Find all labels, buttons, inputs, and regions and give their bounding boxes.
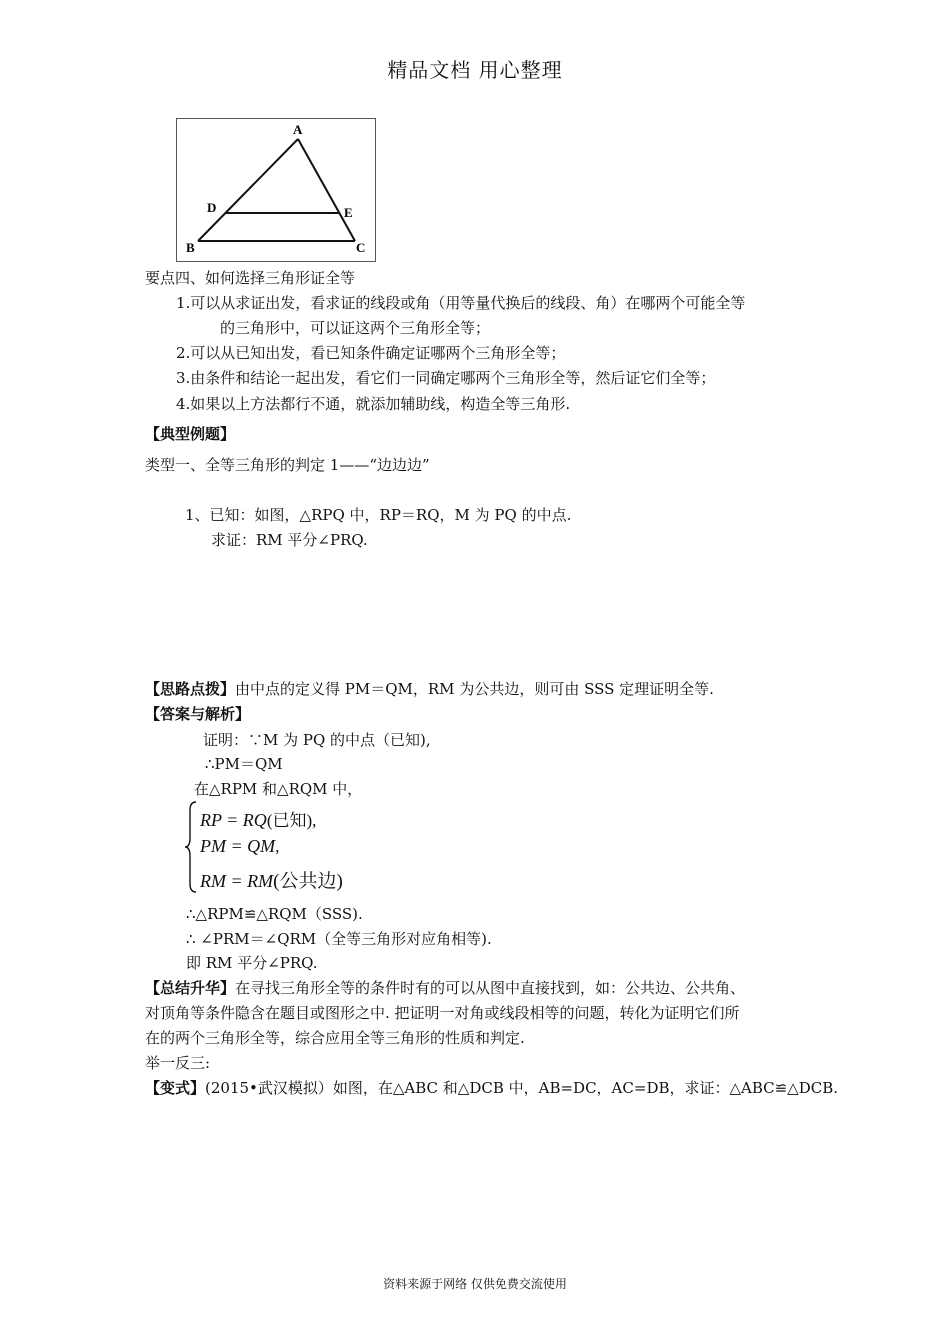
summary-line-2: 对顶角等条件隐含在题目或图形之中. 把证明一对角或线段相等的问题，转化为证明它们所 bbox=[145, 1004, 740, 1022]
label-e: E bbox=[344, 205, 353, 220]
examples-heading: 【典型例题】 bbox=[145, 425, 236, 443]
problem-statement: 1、已知：如图，△RPQ 中，RP＝RQ，M 为 PQ 的中点. bbox=[185, 506, 572, 524]
key-point-heading: 要点四、如何选择三角形证全等 bbox=[145, 269, 356, 287]
condition-1-note: (已知), bbox=[266, 811, 317, 830]
proof-line-1: 证明：∵M 为 PQ 的中点（已知), bbox=[203, 731, 431, 749]
proof-line-3: 在△RPM 和△RQM 中， bbox=[194, 780, 363, 798]
page-header: 精品文档 用心整理 bbox=[387, 58, 563, 82]
practice-label: 【变式】 bbox=[145, 1079, 206, 1097]
practice-heading: 举一反三: bbox=[145, 1054, 211, 1072]
summary-paragraph bbox=[145, 978, 745, 998]
side-ac bbox=[298, 139, 355, 241]
summary-line-3: 在的两个三角形全等，综合应用全等三角形的性质和判定. bbox=[145, 1029, 525, 1047]
practice-problem bbox=[145, 1078, 838, 1098]
label-b: B bbox=[186, 240, 195, 255]
type-one-heading: 类型一、全等三角形的判定 1——“边边边” bbox=[145, 456, 430, 474]
problem-goal: 求证：RM 平分∠PRQ. bbox=[211, 531, 368, 549]
label-d: D bbox=[207, 200, 217, 215]
proof-line-2: ∴PM＝QM bbox=[205, 755, 283, 773]
key-point-item-4: 4.如果以上方法都行不通，就添加辅助线，构造全等三角形. bbox=[176, 395, 571, 413]
key-point-item-3: 3.由条件和结论一起出发，看它们一同确定哪两个三角形全等，然后证它们全等； bbox=[176, 369, 716, 387]
summary-label: 【总结升华】 bbox=[145, 979, 236, 997]
practice-text: (2015•武汉模拟）如图，在△ABC 和△DCB 中，AB=DC，AC=DB，求证：△ABC≌△DCB. bbox=[205, 1079, 839, 1097]
congruence-condition-1 bbox=[200, 806, 316, 831]
label-c: C bbox=[356, 240, 366, 255]
condition-1-expr: RP = RQ bbox=[200, 810, 267, 830]
system-brace bbox=[184, 800, 198, 894]
side-ab bbox=[198, 139, 298, 241]
triangle-figure bbox=[176, 118, 376, 262]
condition-3-expr: RM = RM bbox=[200, 871, 274, 891]
key-point-item-1: 1.可以从求证出发，看求证的线段或角（用等量代换后的线段、角）在哪两个可能全等 bbox=[176, 294, 746, 312]
congruence-condition-2 bbox=[200, 836, 279, 857]
conclusion-3: 即 RM 平分∠PRQ. bbox=[186, 954, 318, 972]
triangle-diagram bbox=[177, 119, 375, 261]
condition-2-expr: PM = QM bbox=[200, 836, 276, 856]
hint-text: 由中点的定义得 PM＝QM，RM 为公共边，则可由 SSS 定理证明全等. bbox=[235, 680, 714, 698]
condition-3-note: (公共边) bbox=[273, 871, 343, 892]
page-footer: 资料来源于网络 仅供免费交流使用 bbox=[383, 1277, 567, 1291]
conclusion-1: ∴△RPM≌△RQM（SSS). bbox=[186, 905, 363, 923]
key-point-item-2: 2.可以从已知出发，看已知条件确定证哪两个三角形全等； bbox=[176, 344, 566, 362]
congruence-condition-3 bbox=[200, 866, 343, 893]
summary-line-1: 在寻找三角形全等的条件时有的可以从图中直接找到，如：公共边、公共角、 bbox=[235, 979, 746, 997]
label-a: A bbox=[293, 122, 303, 137]
condition-2-note: , bbox=[275, 837, 280, 856]
conclusion-2: ∴ ∠PRM＝∠QRM（全等三角形对应角相等). bbox=[186, 930, 492, 948]
hint-paragraph bbox=[145, 679, 714, 699]
key-point-item-1-cont: 的三角形中，可以证这两个三角形全等； bbox=[220, 319, 491, 337]
hint-label: 【思路点拨】 bbox=[145, 680, 236, 698]
answer-heading: 【答案与解析】 bbox=[145, 705, 251, 723]
